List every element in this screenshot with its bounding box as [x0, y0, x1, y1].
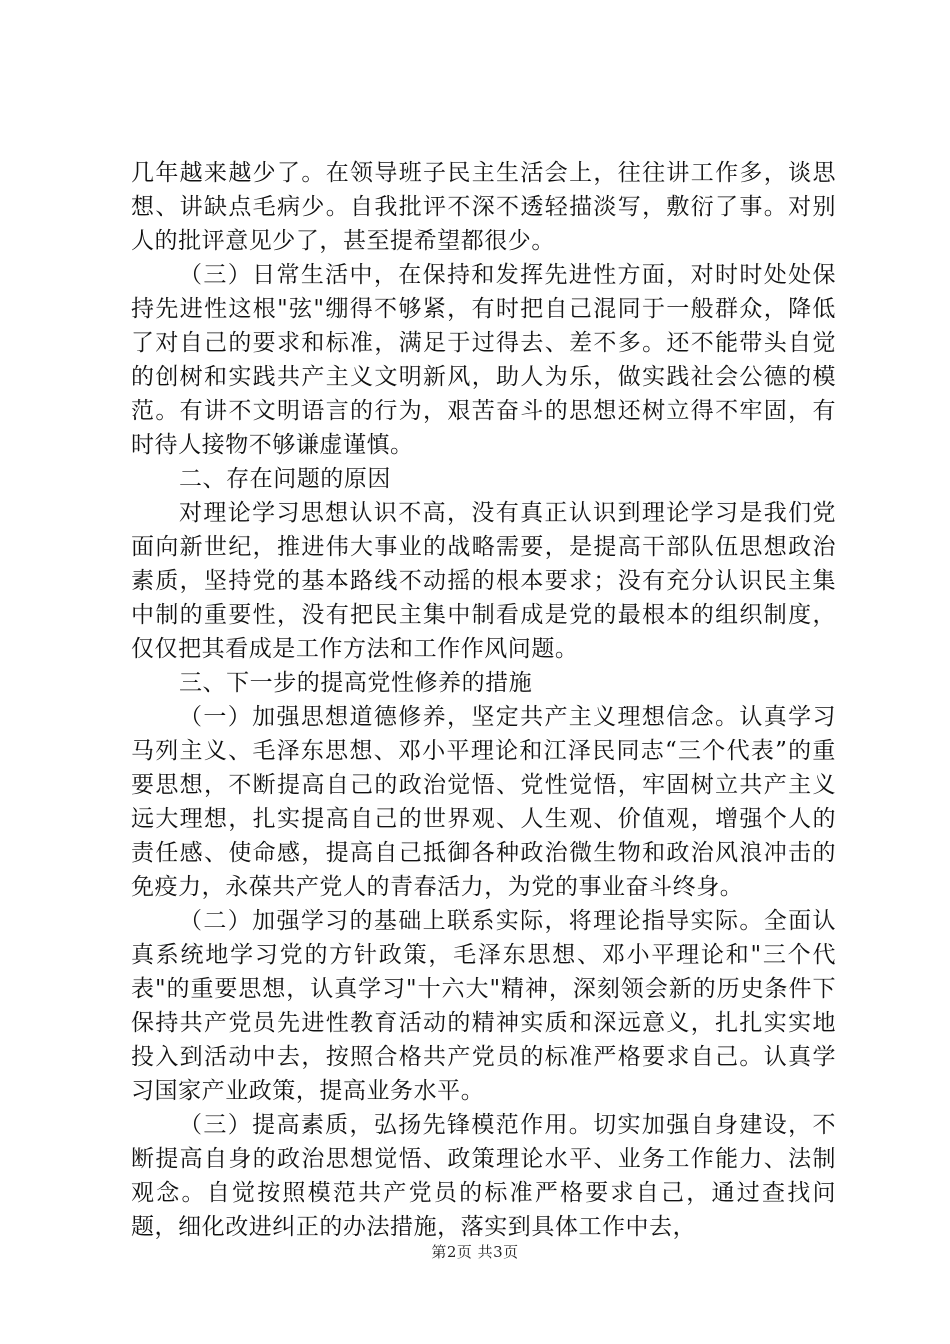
section-heading-causes: 二、存在问题的原因 [179, 466, 391, 492]
paragraph-measure-3: （三）提高素质，弘扬先锋模范作用。切实加强自身建设，不断提高自身的政治思想觉悟、政策理论水平、业务工作能力、法制观念。自觉按照模范共产党员的标准严格要求自己，通过查找问题，细化改进纠正的办法措施，落实到具体工作中去， [131, 1112, 836, 1240]
page-number-footer: 第2页 共3页 [431, 1243, 519, 1261]
section-heading-measures: 三、下一步的提高党性修养的措施 [179, 670, 533, 696]
paragraph-measure-1: （一）加强思想道德修养，坚定共产主义理想信念。认真学习马列主义、毛泽东思想、邓小平理论和江泽民同志“三个代表”的重要思想，不断提高自己的政治觉悟、党性觉悟，牢固树立共产主义远大理想，扎实提高自己的世界观、人生观、价值观，增强个人的责任感、使命感，提高自己抵御各种政治微生物和政治风浪冲击的免疫力，永葆共产党人的青春活力，为党的事业奋斗终身。 [131, 704, 836, 900]
paragraph-measure-2: （二）加强学习的基础上联系实际，将理论指导实际。全面认真系统地学习党的方针政策，毛泽东思想、邓小平理论和"三个代表"的重要思想，认真学习"十六大"精神，深刻领会新的历史条件下保持共产党员先进性教育活动的精神实质和深远意义，扎扎实实地投入到活动中去，按照合格共产党员的标准严格要求自己。认真学习国家产业政策，提高业务水平。 [131, 908, 836, 1104]
paragraph-continuation: 几年越来越少了。在领导班子民主生活会上，往往讲工作多，谈思想、讲缺点毛病少。自我批评不深不透轻描淡写，敷衍了事。对别人的批评意见少了，甚至提希望都很少。 [131, 160, 836, 254]
paragraph-daily-life-issue: （三）日常生活中，在保持和发挥先进性方面，对时时处处保持先进性这根"弦"绷得不够紧，有时把自己混同于一般群众，降低了对自己的要求和标准，满足于过得去、差不多。还不能带头自觉的创树和实践共产主义文明新风，助人为乐，做实践社会公德的模范。有讲不文明语言的行为，艰苦奋斗的思想还树立得不牢固，有时待人接物不够谦虚谨慎。 [131, 262, 836, 458]
paragraph-causes: 对理论学习思想认识不高，没有真正认识到理论学习是我们党面向新世纪，推进伟大事业的战略需要，是提高干部队伍思想政治素质，坚持党的基本路线不动摇的根本要求；没有充分认识民主集中制的重要性，没有把民主集中制看成是党的最根本的组织制度，仅仅把其看成是工作方法和工作作风问题。 [131, 500, 836, 662]
document-body [131, 156, 836, 1244]
